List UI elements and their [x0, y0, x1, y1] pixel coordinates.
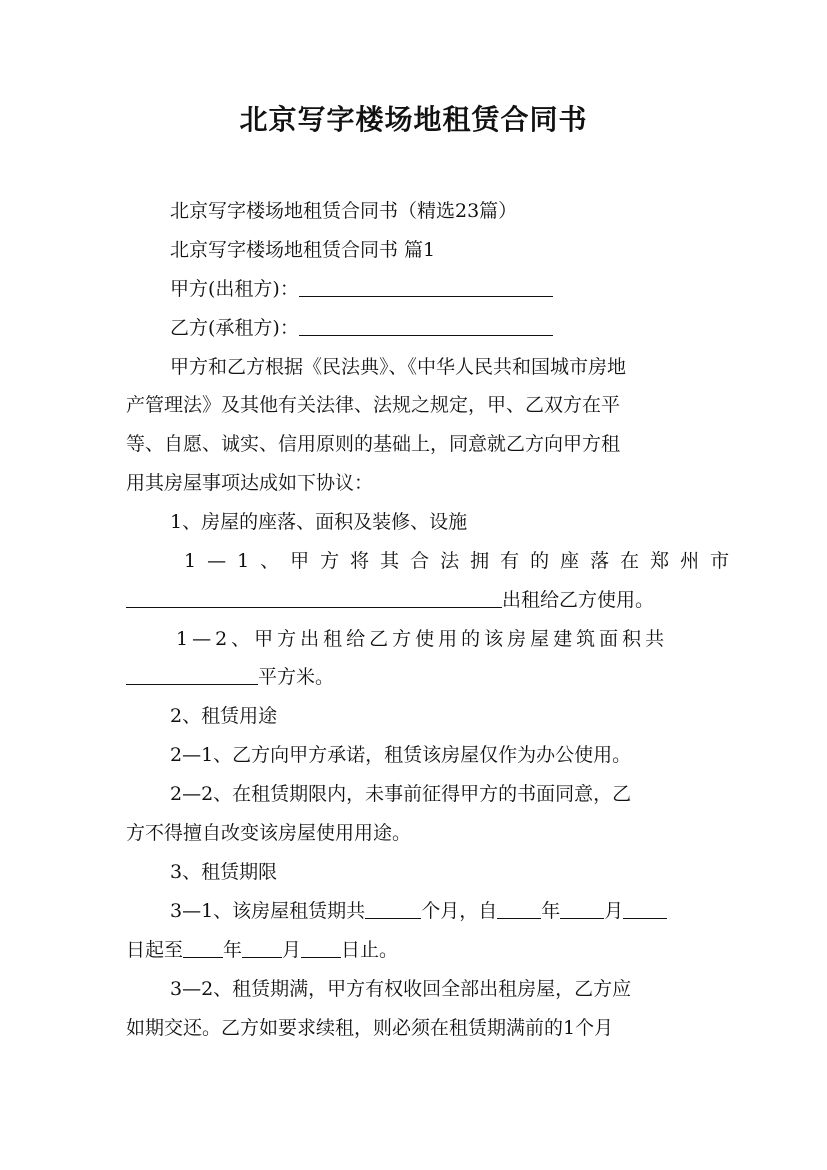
party-a-line — [170, 276, 706, 302]
clause-3-1-end-year-blank — [183, 939, 223, 958]
clause-3-1-start-day-blank — [623, 900, 667, 919]
clause-3-1-day-start: 日起至 — [126, 939, 184, 961]
clause-1-2-line-a — [176, 626, 706, 652]
clause-3-1-end-label: 日止。 — [341, 939, 399, 961]
clause-3-1-text-a: 3—1、该房屋租赁期共 — [170, 900, 366, 922]
party-a-blank — [299, 278, 553, 297]
clause-3-2-line-a: 3—2、租赁期满，甲方有权收回全部出租房屋，乙方应 — [170, 978, 632, 1000]
intro-line-4: 用其房屋事项达成如下协议： — [126, 472, 374, 494]
party-a-label: 甲方(出租方)： — [170, 278, 299, 300]
clause-3-1-line-b — [126, 937, 706, 963]
intro-line-2: 产管理法》及其他有关法律、法规之规定，甲、乙双方在平 — [126, 394, 621, 416]
clause-3-title: 3、租赁期限 — [170, 861, 278, 883]
clause-1-1-line-b — [126, 587, 706, 613]
clause-3-1-months-blank — [365, 900, 421, 919]
clause-2-title: 2、租赁用途 — [170, 705, 278, 727]
clause-3-1-end-day-blank — [301, 939, 341, 958]
clause-2-2-line-a: 2—2、在租赁期限内，未事前征得甲方的书面同意，乙 — [170, 783, 632, 805]
document-subtitle: 北京写字楼场地租赁合同书（精选23篇） — [170, 200, 518, 222]
clause-1-2-line-b — [126, 664, 706, 690]
clause-1-1-text-a: 1—1、甲方将其合法拥有的座落在郑州市 — [184, 550, 741, 572]
clause-3-1-year2-label: 年 — [223, 939, 243, 961]
document-title: 北京写字楼场地租赁合同书 — [239, 103, 588, 136]
clause-3-1-start-month-blank — [560, 900, 604, 919]
clause-3-1-year-label: 年 — [541, 900, 561, 922]
party-b-blank — [299, 317, 553, 336]
clause-3-1-mon-label: 月 — [604, 900, 624, 922]
clause-1-2-text-a: 1—2、甲方出租给乙方使用的该房屋建筑面积共 — [176, 628, 669, 650]
clause-3-1-end-month-blank — [242, 939, 282, 958]
clause-1-1-text-b: 出租给乙方使用。 — [502, 589, 655, 611]
clause-1-title: 1、房屋的座落、面积及装修、设施 — [170, 511, 468, 533]
clause-3-1-month-label: 个月，自 — [421, 900, 498, 922]
intro-line-3: 等、自愿、诚实、信用原则的基础上，同意就乙方向甲方租 — [126, 433, 621, 455]
section-heading: 北京写字楼场地租赁合同书 篇1 — [170, 239, 436, 261]
clause-2-1: 2—1、乙方向甲方承诺，租赁该房屋仅作为办公使用。 — [170, 744, 632, 766]
clause-3-2-line-b: 如期交还。乙方如要求续租，则必须在租赁期满前的1个月 — [126, 1017, 614, 1039]
clause-1-1-line-a — [184, 548, 741, 574]
clause-1-1-location-blank — [126, 589, 502, 608]
party-b-line — [170, 315, 706, 341]
clause-3-1-mon2-label: 月 — [282, 939, 302, 961]
clause-2-2-line-b: 方不得擅自改变该房屋使用用途。 — [126, 822, 412, 844]
clause-1-2-area-blank — [126, 666, 258, 685]
clause-3-1-start-year-blank — [497, 900, 541, 919]
intro-line-1: 甲方和乙方根据《民法典》、《中华人民共和国城市房地 — [170, 356, 627, 378]
clause-1-2-text-b: 平方米。 — [258, 666, 335, 688]
clause-3-1-line-a — [170, 898, 706, 924]
party-b-label: 乙方(承租方)： — [170, 317, 299, 339]
